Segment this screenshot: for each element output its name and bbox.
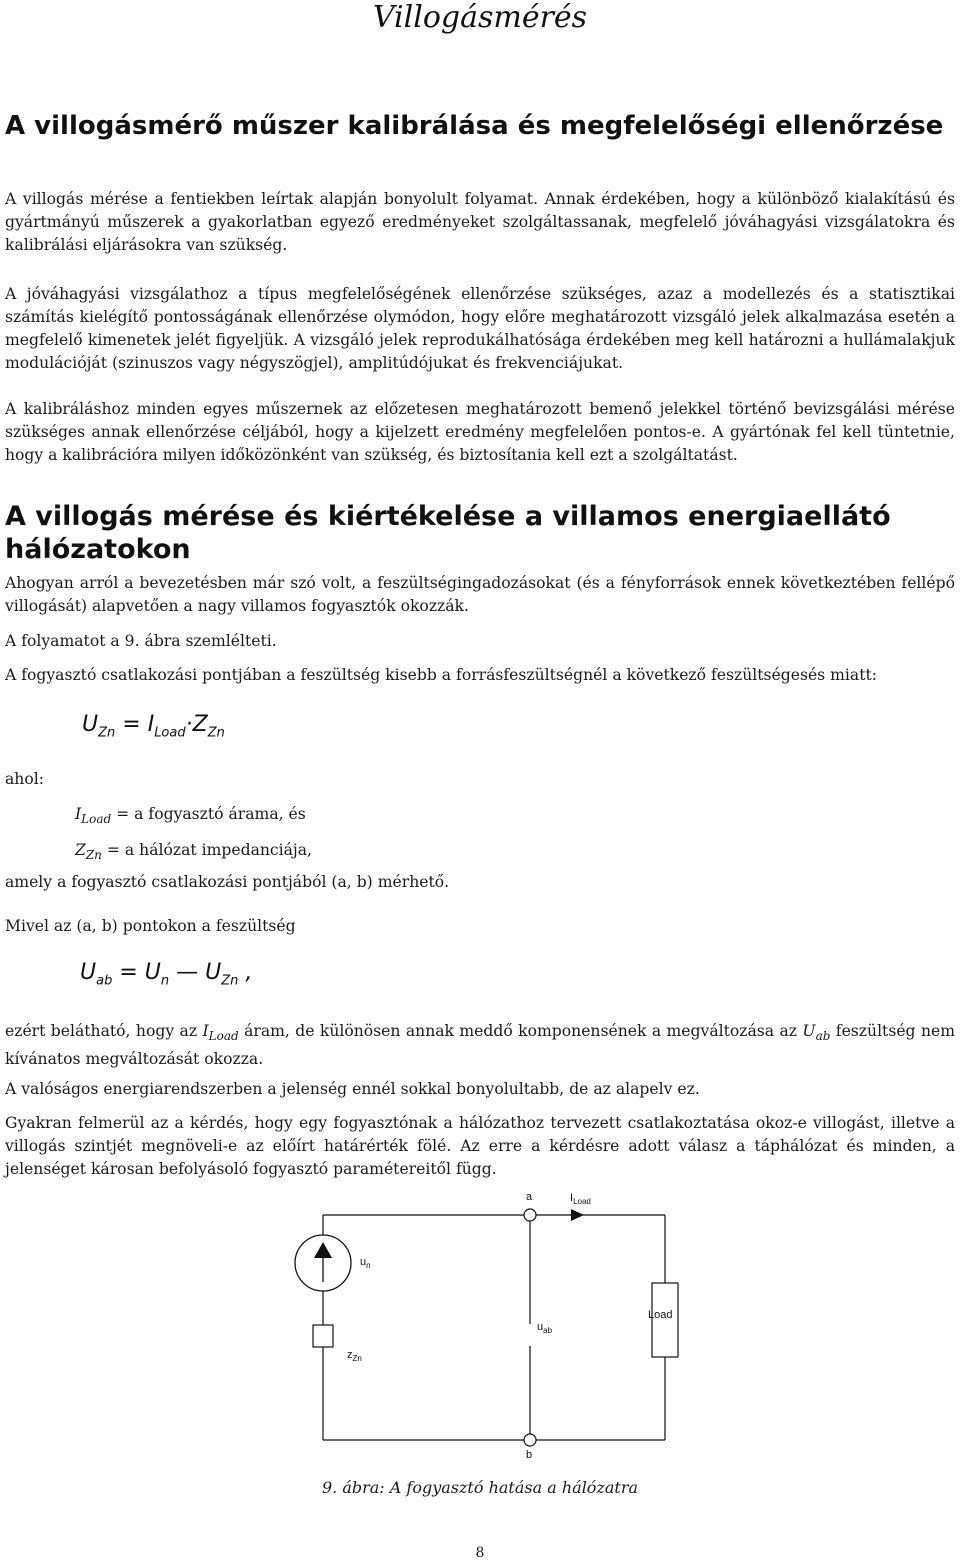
label-uab: $u_{ab}$ [537,1321,553,1335]
page-number: 8 [475,1545,485,1561]
impedance-zzn [313,1325,333,1347]
paragraph-calibration: A kalibráláshoz minden egyes műszernek az előzetesen meghatározott bemenő jelekkel történő bevizsgálási mérése szükséges annak ellenőrzése céljából, hogy a kijelzett eredmény megfelelően pontos-e. A gyártónak fel kell tüntetnie, hogy a kalibrációra milyen időközönként van szükség, és biztosítania kell ezt a szolgáltatást. [5,400,955,464]
node-b [524,1434,536,1446]
label-un: $u_n$ [360,1256,371,1270]
section-heading-calibration: A villogásmérő műszer kalibrálása és megfelelőségi ellenőrzése [5,111,944,141]
section-heading-evaluation: A villogás mérése és kiértékelése a villamos energiaellátó hálózatokon [5,501,891,565]
node-a [524,1209,536,1221]
page-title: Villogásmérés [372,0,588,35]
paragraph-question: Gyakran felmerül az a kérdés, hogy egy fogyasztónak a hálózathoz tervezett csatlakoztatása okoz-e villogást, illetve a villogás szintjét megnöveli-e az előírt határérték fölé. Az erre a kérdésre adott válasz a táphálózat és minden, a jelenséget károsan befolyásoló fogyasztó paramétereitől függ. [5,1114,955,1178]
label-ahol: ahol: [5,770,44,788]
label-zzn: $z_{Zn}$ [347,1349,362,1363]
paragraph-since: Mivel az (a, b) pontokon a feszültség [5,917,296,935]
circuit-diagram [0,1185,960,1475]
formula-voltage-drop: $U_{Zn} = I_{Load}\cdot Z_{Zn}$ [82,712,225,741]
figure-caption: 9. ábra: A fogyasztó hatása a hálózatra [321,1478,639,1497]
label-iload: $I_{Load}$ [570,1192,591,1206]
paragraph-voltage-drop: A fogyasztó csatlakozási pontjában a feszültség kisebb a forrásfeszültségnél a következő feszültségesés miatt: [5,666,877,684]
paragraph-causes: Ahogyan arról a bevezetésben már szó volt, a feszültségingadozásokat (és a fényforrások ennek következtében fellépő villogását) alapvetően a nagy villamos fogyasztók okozzák. [5,574,955,615]
paragraph-approval: A jóváhagyási vizsgálathoz a típus megfelelőségének ellenőrzése szükséges, azaz a modellezés és a statisztikai számítás kielégítő pontosságának ellenőrzése olymódon, hogy előre meghatározott vizsgáló jelek alkalmazása esetén a megfelelő kimenetek jelét figyeljük. A vizsgáló jelek reprodukálhatósága érdekében meg kell határozni a hullámalakjuk modulációját (szinuszos vagy négyszögjel), amplitúdójukat és frekvenciájukat. [5,285,955,372]
paragraph-measured: amely a fogyasztó csatlakozási pontjából (a, b) mérhető. [5,873,450,891]
definition-zzn: $Z_{Zn} = a$ hálózat impedanciája, [75,841,313,863]
label-a: a [526,1191,533,1203]
label-load: Load [648,1309,673,1321]
label-b: b [526,1449,533,1461]
paragraph-conclusion: ezért belátható, hogy az $I_{Load}$ áram, de különösen annak meddő komponensének a megváltozása az $U_{ab}$ feszültség nem kívánatos megváltozását okozza. [5,1022,955,1069]
definition-iload: $I_{Load} = a$ fogyasztó árama, és [75,805,306,827]
current-arrow-icon [571,1209,584,1221]
formula-uab: $U_{ab} = U_n$ — $U_{Zn}$ , [80,960,253,989]
paragraph-figure-ref: A folyamatot a 9. ábra szemlélteti. [5,632,277,650]
paragraph-reality: A valóságos energiarendszerben a jelenség ennél sokkal bonyolultabb, de az alapelv ez. [5,1080,700,1098]
paragraph-intro: A villogás mérése a fentiekben leírtak alapján bonyolult folyamat. Annak érdekében, hogy a különböző kialakítású és gyártmányú műszerek a gyakorlatban egyező eredményeket szolgáltassanak, megfelelő jóváhagyási vizsgálatokra és kalibrálási eljárásokra van szükség. [5,190,955,254]
